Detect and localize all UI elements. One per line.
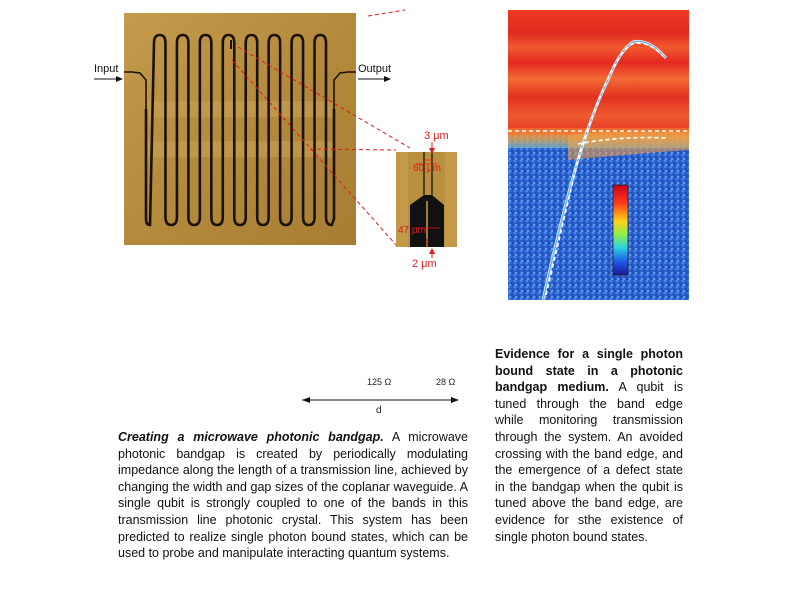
caption-left-lead: Creating a microwave photonic bandgap. (118, 430, 384, 444)
impedance-axis-d-label: d (376, 405, 382, 416)
dim-60um-label: 60 μm (413, 163, 441, 174)
caption-right-body: A qubit is tuned through the band edge while monitoring transmission through the system. An avoided crossing with the band edge, and the emergence of a defect state in the bandgap when the qubit is tuned above the band edge, are evidence for sthe existence of single photon bound states. (495, 380, 684, 544)
output-arrow-head (384, 76, 391, 82)
inset-dim-arrows (390, 128, 470, 268)
dim-2um-label: 2 μm (412, 258, 437, 270)
caption-left-body: A microwave photonic bandgap is created by periodically modulating impedance along the length of a transmission line, achieved by changing the width and gap sizes of the coplanar waveguide. A single qubit is strongly coupled to one of the bands in this transmission line photonic crystal. This system has been predicted to realize single photon bound states, which can be used to probe and manipulate interacting quantum systems. (118, 430, 468, 561)
connector-inset-bottom (232, 60, 397, 246)
colorbar (613, 185, 628, 275)
caption-right-lead: Evidence for a single photon bound state in a photonic bandgap medium. (495, 347, 683, 395)
dim-47um-label: 47 μm (398, 225, 426, 236)
connector-inset-top (238, 47, 410, 148)
caption-right (495, 346, 683, 545)
transmission-heatmap (508, 10, 689, 300)
impedance-left-label: 125 Ω (367, 377, 392, 387)
connector-top (368, 10, 405, 16)
connector-inset-mid (310, 149, 396, 150)
output-label: Output (358, 63, 392, 75)
input-arrow-head (116, 76, 123, 82)
caption-left (118, 429, 468, 562)
impedance-right-label: 28 Ω (436, 377, 456, 387)
input-label: Input (94, 63, 119, 75)
dim-3um-label: 3 μm (424, 130, 449, 142)
impedance-axis-right-head (451, 397, 459, 403)
impedance-axis-left-head (302, 397, 310, 403)
